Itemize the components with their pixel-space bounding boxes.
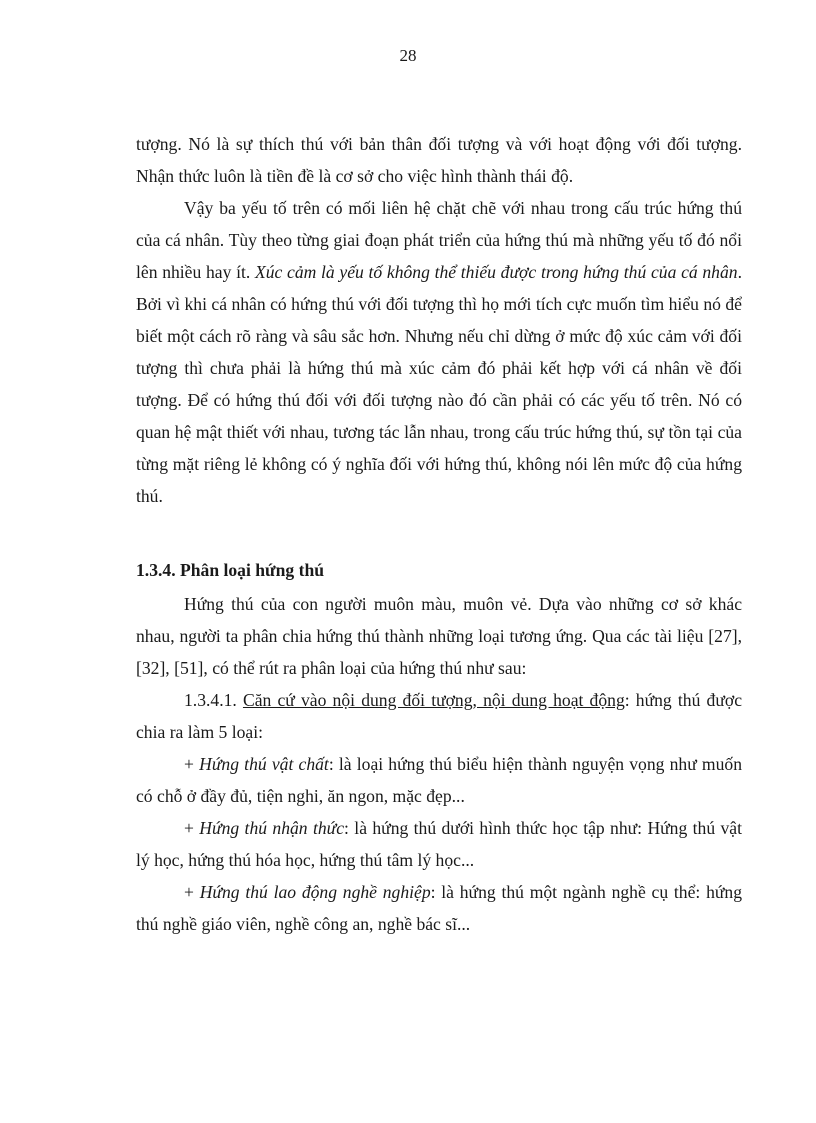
- list-item: [136, 876, 742, 940]
- subsection-paragraph: [136, 684, 742, 748]
- list-item: [136, 812, 742, 876]
- list-item: [136, 748, 742, 812]
- list-desc: : là loại hứng thú biểu hiện thành nguyện vọng như muốn có chỗ ở đầy đủ, tiện nghi, ăn ngon, mặc đẹp...: [136, 754, 742, 806]
- list-prefix: +: [184, 818, 200, 838]
- section-heading: 1.3.4. Phân loại hứng thú: [136, 560, 325, 580]
- list-desc: : là hứng thú dưới hình thức học tập như: Hứng thú vật lý học, hứng thú hóa học, hứng thú tâm lý học...: [136, 818, 742, 870]
- emphasis-text: Xúc cảm là yếu tố không thể thiếu được trong hứng thú của cá nhân: [254, 262, 738, 282]
- paragraph-intro: [136, 588, 742, 684]
- subsection-number: 1.3.4.1.: [184, 690, 243, 710]
- paragraph-text: tượng. Nó là sự thích thú với bản thân đối tượng và với hoạt động với đối tượng. Nhận thức luôn là tiền đề là cơ sở cho việc hình thành thái độ.: [136, 134, 742, 186]
- paragraph-continuation: [136, 128, 742, 192]
- list-desc: : là hứng thú một ngành nghề cụ thể: hứng thú nghề giáo viên, nghề công an, nghề bác sĩ...: [136, 882, 742, 934]
- paragraph-text: Vậy ba yếu tố trên có mối liên hệ chặt chẽ với nhau trong cấu trúc hứng thú của cá nhân. Tùy theo từng giai đoạn phát triển của hứng thú mà những yếu tố đó nổi lên nhiều hay ít.: [136, 198, 742, 282]
- paragraph-text: . Bởi vì khi cá nhân có hứng thú với đối tượng thì họ mới tích cực muốn tìm hiểu nó để biết một cách rõ ràng và sâu sắc hơn. Nhưng nếu chỉ dừng ở mức độ xúc cảm với đối tượng thì chưa phải là hứng thú mà xúc cảm đó phải kết hợp với cá nhân về đối tượng. Để có hứng thú đối với đối tượng nào đó cần phải có các yếu tố trên. Nó có quan hệ mật thiết với nhau, tương tác lẫn nhau, trong cấu trúc hứng thú, sự tồn tại của từng mặt riêng lẻ không có ý nghĩa đối với hứng thú, không nói lên mức độ của hứng thú.: [136, 262, 742, 506]
- underlined-criterion: Căn cứ vào nội dung đối tượng, nội dung hoạt động: [242, 690, 625, 710]
- page-number: 28: [399, 46, 417, 65]
- document-body: [136, 128, 742, 940]
- paragraph-text: Hứng thú của con người muôn màu, muôn vẻ. Dựa vào những cơ sở khác nhau, người ta phân chia hứng thú thành những loại tương ứng. Qua các tài liệu [27], [32], [51], có thể rút ra phân loại của hứng thú như sau:: [136, 594, 742, 678]
- list-prefix: +: [184, 754, 200, 774]
- paragraph-text: : hứng thú được chia ra làm 5 loại:: [136, 690, 742, 742]
- list-prefix: +: [184, 882, 200, 902]
- paragraph-structure-summary: [136, 192, 742, 512]
- list-term: Hứng thú lao động nghề nghiệp: [199, 882, 431, 902]
- list-term: Hứng thú nhận thức: [199, 818, 345, 838]
- list-term: Hứng thú vật chất: [199, 754, 329, 774]
